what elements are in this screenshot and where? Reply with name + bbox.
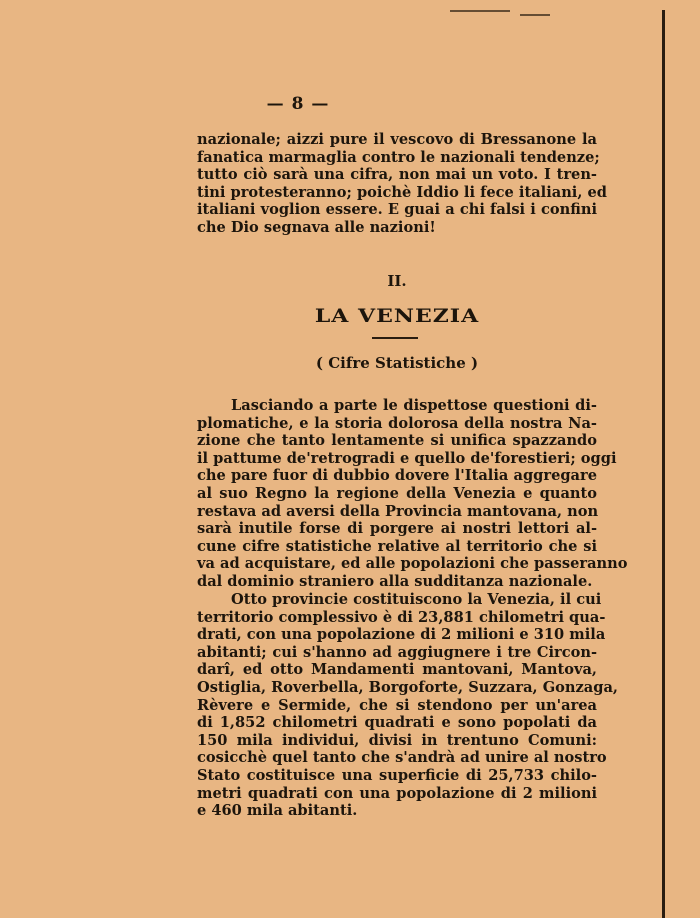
top-scratch-mark	[520, 14, 550, 16]
text-line: cosicchè quel tanto che s'andrà ad unire al nostro	[197, 749, 607, 767]
text-line: metri quadrati con una popolazione di 2 milioni	[197, 784, 597, 802]
text-line: drati, con una popolazione di 2 milioni e 310 mila	[197, 626, 606, 644]
text-line: italiani voglion essere. E guai a chi falsi i confini	[197, 201, 597, 219]
paragraph-2	[197, 591, 618, 820]
text-line: va ad acquistare, ed alle popolazioni che passeranno	[197, 555, 628, 573]
text-line: dal dominio straniero alla sudditanza nazionale.	[197, 572, 593, 590]
text-line: 150 mila individui, divisi in trentuno Comuni:	[197, 731, 597, 749]
text-line: cune cifre statistiche relative al territorio che si	[197, 537, 597, 555]
text-line: che Dio segnava alle nazioni!	[197, 218, 436, 236]
text-line: al suo Regno la regione della Venezia e quanto	[197, 484, 597, 502]
text-line: abitanti; cui s'hanno ad aggiugnere i tre Circon-	[197, 643, 597, 661]
top-paragraph	[197, 131, 607, 237]
text-line: e 460 mila abitanti.	[197, 802, 358, 820]
top-scratch-mark	[450, 10, 510, 12]
text-line: territorio complessivo è di 23,881 chilometri qua-	[197, 608, 606, 626]
text-line: Ostiglia, Roverbella, Borgoforte, Suzzara, Gonzaga,	[197, 678, 618, 696]
text-line: restava ad aversi della Provincia mantovana, non	[197, 502, 599, 520]
page-edge-line	[662, 10, 665, 918]
text-line: Otto provincie costituiscono la Venezia, il cui	[231, 591, 602, 608]
text-line: sarà inutile forse di porgere ai nostri lettori al-	[197, 520, 597, 538]
text-line: nazionale; aizzi pure il vescovo di Bressanone la	[197, 131, 597, 148]
text-line: darî, ed otto Mandamenti mantovani, Mantova,	[197, 661, 597, 679]
text-line: Lasciando a parte le dispettose questioni di-	[231, 397, 597, 414]
text-line: tini protesteranno; poichè Iddio li fece italiani, ed	[197, 183, 607, 201]
section-numeral: II.	[387, 272, 407, 290]
text-line: zione che tanto lentamente si unifica spazzando	[197, 432, 597, 450]
text-line: tutto ciò sarà una cifra, non mai un voto. I tren-	[197, 166, 597, 184]
text-line: fanatica marmaglia contro le nazionali tendenze;	[197, 148, 600, 166]
page-number: — 8 —	[266, 94, 330, 114]
paragraph-1	[197, 397, 628, 591]
text-line: che pare fuor di dubbio dovere l'Italia aggregare	[197, 467, 597, 485]
text-line: di 1,852 chilometri quadrati e sono popolati da	[197, 714, 597, 732]
title-rule	[372, 337, 418, 339]
text-line: plomatiche, e la storia dolorosa della nostra Na-	[197, 414, 597, 432]
text-line: Stato costituisce una superficie di 25,733 chilo-	[197, 766, 597, 784]
section-subtitle: ( Cifre Statistiche )	[315, 354, 479, 372]
text-line: Rèvere e Sermide, che si stendono per un'area	[197, 696, 597, 714]
section-title: LA VENEZIA	[314, 304, 480, 328]
text-line: il pattume de'retrogradi e quello de'forestieri; oggi	[197, 449, 617, 467]
